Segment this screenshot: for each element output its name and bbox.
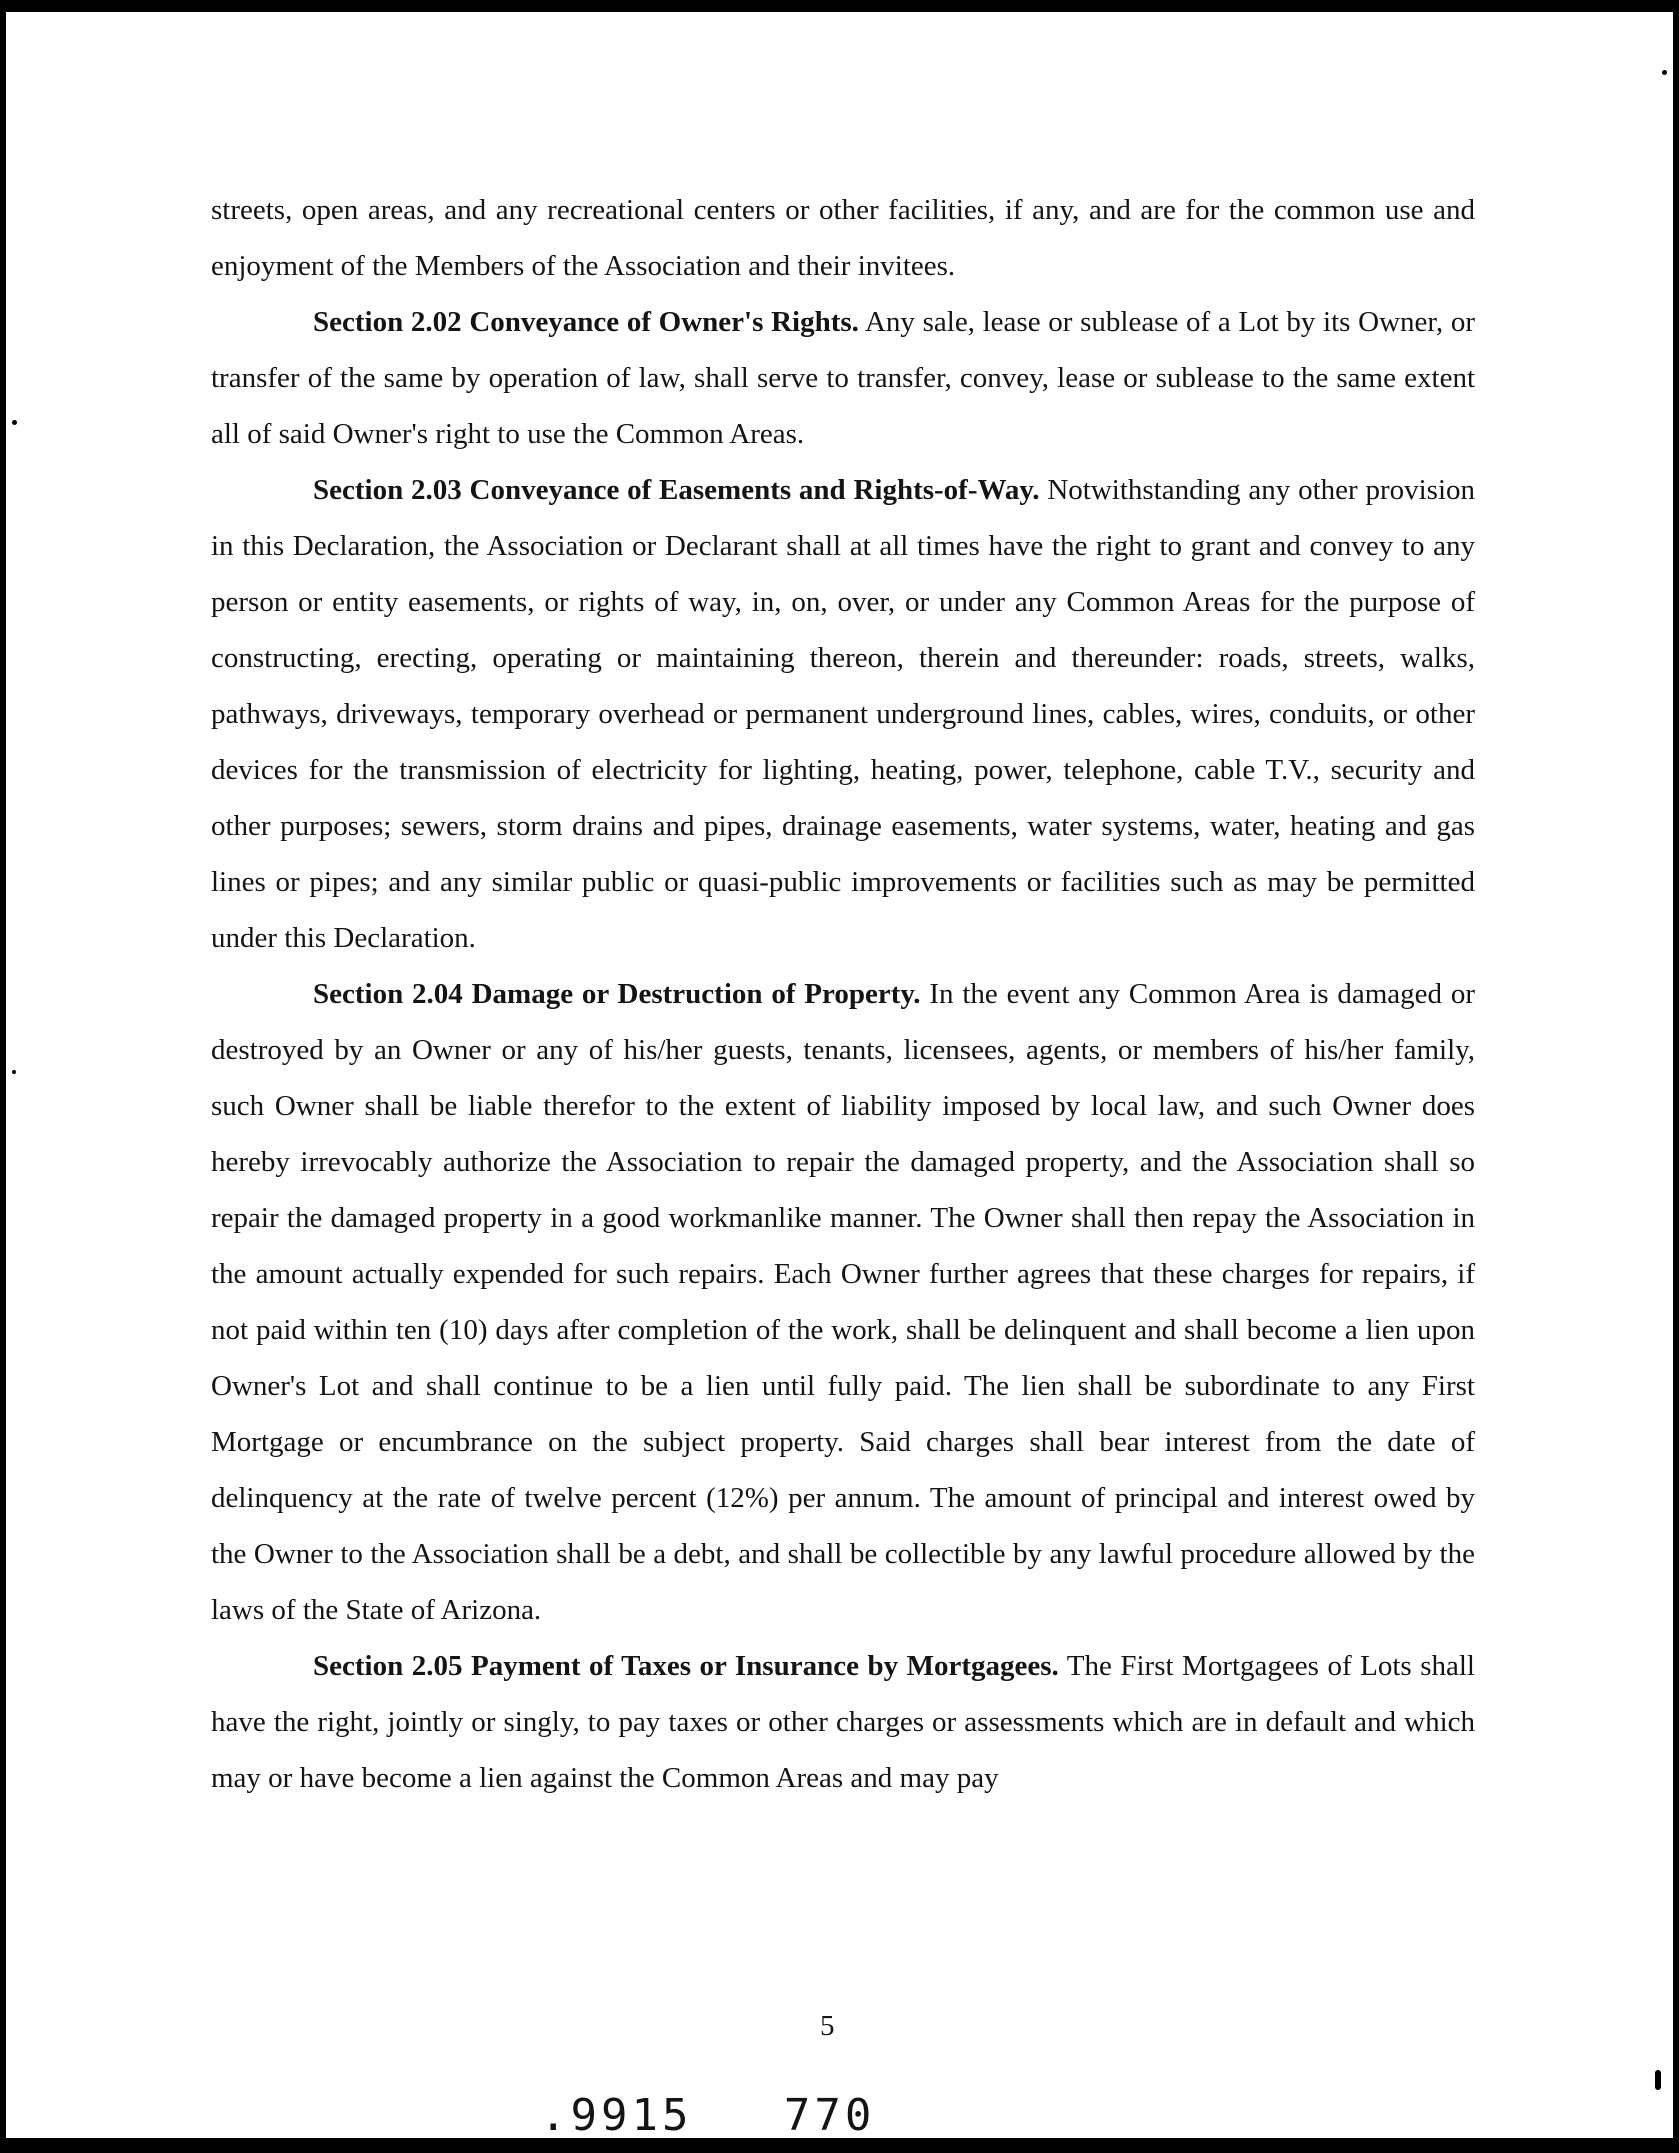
section-2-04 (211, 966, 1475, 1638)
paragraph-text: The First Mortgagees of Lots shall have the right, jointly or singly, to pay taxes or other charges or assessments which are in default and which may or have become a lien against the Common Areas and may pay (211, 1650, 1475, 1794)
document-body (211, 182, 1475, 1806)
scan-speck (1655, 2070, 1661, 2090)
scan-speck (1662, 70, 1667, 75)
paragraph-text: streets, open areas, and any recreational centers or other facilities, if any, and are for the common use and enjoyment of the Members of the Association and their invitees. (211, 194, 1475, 282)
section-2-05 (211, 1638, 1475, 1806)
section-heading: Section 2.04 Damage or Destruction of Property. (313, 978, 921, 1010)
section-heading: Section 2.03 Conveyance of Easements and Rights-of-Way. (313, 474, 1040, 506)
scan-speck (12, 1070, 16, 1074)
section-heading: Section 2.02 Conveyance of Owner's Rights. (313, 306, 859, 338)
paragraph-text: Notwithstanding any other provision in this Declaration, the Association or Declarant shall at all times have the right to grant and convey to any person or entity easements, or rights of way, in, on, over, or under any Common Areas for the purpose of constructing, erecting, operating or maintaining thereon, therein and thereunder: roads, streets, walks, pathways, driveways, temporary overhead or permanent underground lines, cables, wires, conduits, or other devices for the transmission of electricity for lighting, heating, power, telephone, cable T.V., security and other purposes; sewers, storm drains and pipes, drainage easements, water systems, water, heating and gas lines or pipes; and any similar public or quasi-public improvements or facilities such as may be permitted under this Declaration. (211, 474, 1475, 954)
scan-speck (12, 420, 17, 425)
paragraph-text: In the event any Common Area is damaged or destroyed by an Owner or any of his/her guests, tenants, licensees, agents, or members of his/her family, such Owner shall be liable therefor to the extent of liability imposed by local law, and such Owner does hereby irrevocably authorize the Association to repair the damaged property, and the Association shall so repair the damaged property in a good workmanlike manner. The Owner shall then repay the Association in the amount actually expended for such repairs. Each Owner further agrees that these charges for repairs, if not paid within ten (10) days after completion of the work, shall be delinquent and shall become a lien upon Owner's Lot and shall continue to be a lien until fully paid. The lien shall be subordinate to any First Mortgage or encumbrance on the subject property. Said charges shall bear interest from the date of delinquency at the rate of twelve percent (12%) per annum. The amount of principal and interest owed by the Owner to the Association shall be a debt, and shall be collectible by any lawful procedure allowed by the laws of the State of Arizona. (211, 978, 1475, 1626)
recording-stamp: .9915 770 (540, 2090, 876, 2141)
page-number: 5 (820, 2010, 835, 2042)
paragraph-text: Any sale, lease or sublease of a Lot by its Owner, or transfer of the same by operation of law, shall serve to transfer, convey, lease or sublease to the same extent all of said Owner's right to use the Common Areas. (211, 306, 1475, 450)
paragraph-continuation (211, 182, 1475, 294)
section-heading: Section 2.05 Payment of Taxes or Insurance by Mortgagees. (313, 1650, 1059, 1682)
section-2-03 (211, 462, 1475, 966)
section-2-02 (211, 294, 1475, 462)
